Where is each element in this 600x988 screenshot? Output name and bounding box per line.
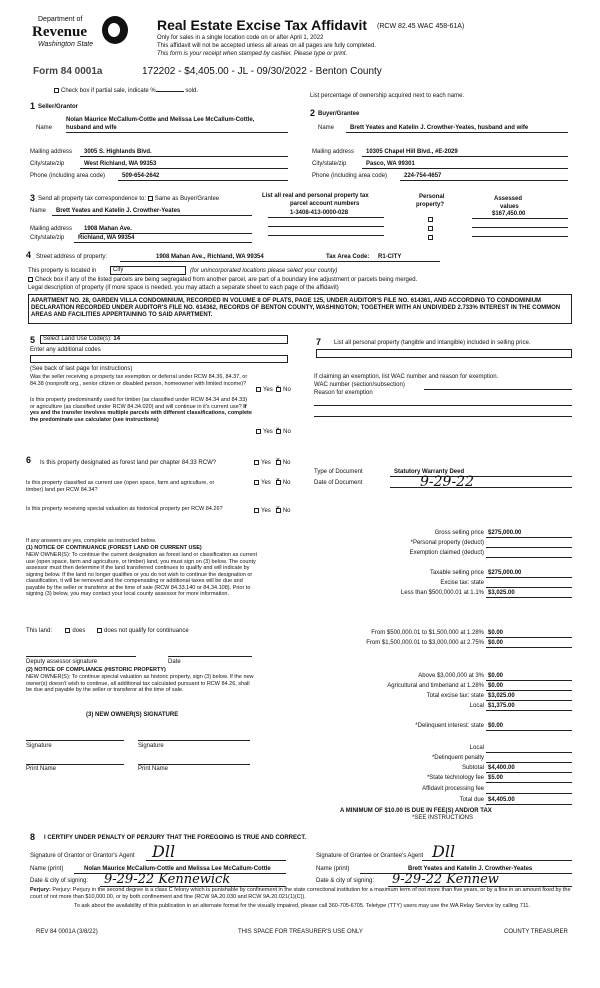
seller-city-value[interactable]: West Richland, WA 99353: [84, 161, 157, 167]
calc-label: *Delinquent interest: state: [415, 723, 484, 729]
s6-q3-answers[interactable]: Yes × No: [254, 508, 290, 515]
buyer-phone-label: Phone (including area code): [312, 173, 388, 179]
calc-label: Above $3,000,000 at 3%: [418, 673, 484, 679]
calc-value[interactable]: $0.00: [486, 683, 572, 691]
calc-value[interactable]: $1,375.00: [486, 703, 572, 711]
s5-question-2: Is this property predominantly used for timber (as classified under RCW 84.34 and 84.33) or agriculture (as classified under RCW 84.34.020) and will continue in it's current use? If yes and the transfer involves multiple parcels with different classifications, complete the predominate use calculator (see instructions): [30, 397, 252, 423]
buyer-mail-value[interactable]: 10305 Chapel Hill Blvd., #E-2029: [366, 149, 458, 155]
personal-header-1: Personal: [419, 194, 445, 200]
s6-question-2: Is this property classified as current use (open space, farm and agriculture, or timber) land per RCW 84.34?: [26, 480, 215, 493]
calc-label: Subtotal: [461, 765, 484, 771]
corr-name-value[interactable]: Brett Yeates and Katelin J. Crowther-Yeates: [56, 208, 181, 214]
personal-checkbox-3[interactable]: [428, 235, 433, 240]
logo-dept: Department of: [38, 16, 83, 23]
calc-row: [300, 755, 572, 763]
street-label: Street address of property:: [36, 254, 108, 260]
calc-label: Exemption claimed (deduct): [409, 550, 484, 556]
calc-row: [300, 723, 572, 731]
calc-value[interactable]: $0.00: [486, 723, 572, 731]
grantee-date-label: Date & city of signing:: [316, 878, 375, 884]
new-owner-sig-label-2: Signature: [138, 743, 164, 749]
street-value[interactable]: 1908 Mahan Ave., Richland, WA 99354: [156, 254, 264, 260]
located-in-label: This property is located in: [28, 268, 97, 274]
does-not-checkbox[interactable]: [97, 628, 102, 633]
grantor-signature[interactable]: Dll: [152, 842, 176, 861]
doc-type-label: Type of Document: [314, 469, 363, 475]
perjury-notice: Perjury: Perjury: Perjury in the second degree is a class C felony which is punishable by confinement in the state correctional institution for a maximum term of not more than five years, or by a fine in an amount fixed by the court of not more than $10,000.00, or by both confinement and fine (RCW 9A.20.030 and RCW 9A.20.021(1)(C)).: [30, 887, 571, 900]
calc-value[interactable]: $4,400.00: [486, 765, 572, 773]
buyer-name-value[interactable]: Brett Yeates and Katelin J. Crowther-Yeates, husband and wife: [350, 125, 529, 131]
form-number: Form 84 0001a: [33, 66, 103, 77]
s6-q2-answers[interactable]: Yes × No: [254, 480, 290, 487]
grantee-date-city[interactable]: 9-29-22 Kennew: [392, 872, 499, 887]
additional-codes-label: Enter any additional codes: [30, 347, 101, 353]
section-2-title: Buyer/Grantee: [318, 111, 360, 117]
calc-label: From $500,000.01 to $1,500,000 at 1.28%: [371, 630, 484, 636]
segregated-label: Check box if any of the listed parcels are being segregated from another parcel, are part of a boundary line adjustment or parcels being merged.: [35, 277, 418, 284]
seller-city-label: City/state/zip: [30, 161, 65, 167]
additional-codes-input[interactable]: [30, 355, 288, 363]
form-title: Real Estate Excise Tax Affidavit: [157, 17, 368, 33]
calc-value[interactable]: [486, 745, 572, 753]
calc-row: [300, 765, 572, 773]
calc-row: [300, 580, 572, 588]
calc-row: [300, 590, 572, 598]
footer-treasurer-space: THIS SPACE FOR TREASURER'S USE ONLY: [238, 929, 363, 935]
calc-row: [300, 775, 572, 783]
calc-label: Less than $500,000.01 at 1.1%: [400, 590, 484, 596]
section-1-number: 1: [30, 101, 36, 111]
calc-row: [300, 745, 572, 753]
calc-value[interactable]: $0.00: [486, 673, 572, 681]
calc-value[interactable]: [486, 550, 572, 558]
grantor-name-value[interactable]: Nolan Maurice McCallum-Cottle and Melissa Lee McCallum-Cottle: [84, 866, 271, 872]
doc-type-value[interactable]: Statutory Warranty Deed: [394, 469, 465, 475]
notice-1-title: (1) NOTICE OF CONTINUANCE (FOREST LAND OR CURRENT USE): [26, 545, 202, 551]
section-1-title: Seller/Grantor: [38, 104, 79, 110]
segregated-checkbox[interactable]: [28, 277, 33, 282]
calc-label: Total due: [459, 797, 484, 803]
calc-label: Total excise tax: state: [426, 693, 484, 699]
calc-value[interactable]: $5.00: [486, 775, 572, 783]
seller-name-2: husband and wife: [66, 125, 117, 131]
corr-mail-label: Mailing address: [30, 226, 73, 232]
calc-row: [300, 530, 572, 538]
legal-description[interactable]: APARTMENT NO. 28, GARDEN VILLA CONDOMINIUM, RECORDED IN VOLUME 8 OF PLATS, PAGE 125, UNDER AUDITOR'S FILE NO. 614361, AND ACCORDING TO CONDOMINIUM DECLARATION RECORDED UNDER AUDITOR'S FILE NO. 614362, RECORDS OF BENTON COUNTY, WASHINGTON; TOGETHER WITH AN UNDIVIDED 2.733% INTEREST IN THE COMMON AREAS AND FACILITIES APPERTAINING TO SAID APARTMENT.: [28, 294, 572, 324]
personal-property-label: List all personal property (tangible and intangible) included in selling price.: [334, 340, 531, 346]
segregated-check[interactable]: [28, 277, 417, 284]
grantee-sig-label: Signature of Grantee or Grantee's Agent: [316, 853, 424, 859]
new-owner-sig-label-1: Signature: [26, 743, 52, 749]
notice-2-title: (2) NOTICE OF COMPLIANCE (HISTORIC PROPERTY): [26, 667, 166, 673]
see-back-note: (See back of last page for instructions): [30, 366, 133, 372]
notice-1-body: NEW OWNER(S): To continue the current designation as forest land or classification as current use (open space, farm and agriculture, or timber) land, you must sign on (3) below. The county assessor must then determine if the land transferred continues to qualify and will indicate by signing below. If the land no longer qualifies or you do not wish to continue the designation or classification, it will be removed and the compensating or additional taxes will be due and payable by the seller or transferor at the time of sale (RCW 84.33.140 or 84.34.108). Prior to signing (3) below, you may contact your local county assessor for more information.: [26, 552, 257, 597]
seller-phone-label: Phone (including area code): [30, 173, 106, 179]
exemption-note: If claiming an exemption, list WAC number and reason for exemption.: [314, 374, 499, 380]
wac-label: WAC number (section/subsection): [314, 382, 405, 388]
grantor-date-label: Date & city of signing:: [30, 878, 89, 884]
calc-row: [300, 693, 572, 701]
grantor-date-city[interactable]: 9-29-22 Kennewick: [104, 872, 231, 887]
if-any-yes: If any answers are yes, complete as instructed below.: [26, 538, 157, 544]
sold-label: sold.: [185, 88, 199, 95]
logo-revenue: Revenue: [32, 24, 87, 40]
parcel-header-1: List all real and personal property tax: [262, 193, 369, 199]
land-use-select[interactable]: Select Land Use Code(s): 14: [40, 335, 288, 344]
buyer-name-label: Name: [318, 125, 335, 131]
buyer-phone-value[interactable]: 224-754-4657: [404, 173, 442, 179]
calc-label: Taxable selling price: [429, 570, 484, 576]
calc-value[interactable]: [486, 786, 572, 794]
calc-value[interactable]: $3,025.00: [486, 693, 572, 701]
section-6-number: 6: [26, 455, 32, 465]
s6-q1-answers[interactable]: Yes × No: [254, 460, 290, 467]
calc-label: *Delinquent penalty: [431, 755, 484, 761]
grantor-name-label: Name (print): [30, 866, 64, 872]
print-name-label-2: Print Name: [138, 766, 169, 772]
grantor-sig-label: Signature of Grantor or Grantor's Agent: [30, 853, 135, 859]
this-land-row: This land: does does not qualify for continuance: [26, 628, 189, 635]
buyer-city-value[interactable]: Pasco, WA 99301: [366, 161, 415, 167]
calc-row: [300, 630, 572, 638]
section-7-number: 7: [316, 337, 322, 347]
s6-question-1: Is this property designated as forest land per chapter 84.33 RCW?: [40, 460, 217, 466]
grantee-name-label: Name (print): [316, 866, 350, 872]
tax-area-label: Tax Area Code:: [326, 254, 370, 260]
calc-value[interactable]: $0.00: [486, 640, 572, 648]
parcel-header-2: parcel account numbers: [290, 201, 360, 207]
calc-row: [300, 570, 572, 578]
wa-seal-icon: [102, 16, 128, 44]
does-checkbox[interactable]: [65, 628, 70, 633]
seller-name-1: Nolan Maurice McCallum-Cottle and Melissa Lee McCallum-Cottle,: [66, 117, 255, 123]
corr-city-value[interactable]: Richland, WA 99354: [78, 235, 135, 241]
section-3-title: Send all property tax correspondence to: Same as Buyer/Grantee: [38, 196, 220, 203]
calc-value[interactable]: [486, 540, 572, 548]
grantee-name-value[interactable]: Brett Yeates and Katelin J. Crowther-Yeates: [408, 866, 533, 872]
calc-row: [300, 673, 572, 681]
seller-mail-value[interactable]: 3005 S. Highlands Blvd.: [84, 149, 152, 155]
section-5-number: 5: [30, 335, 36, 345]
calc-label: Gross selling price: [434, 530, 484, 536]
list-percentage-note: List percentage of ownership acquired next to each name.: [310, 93, 465, 99]
corr-city-label: City/state/zip: [30, 235, 65, 241]
corr-name-label: Name: [30, 208, 47, 214]
new-owner-sig-title: (3) NEW OWNER(S) SIGNATURE: [86, 712, 179, 718]
seller-phone-value[interactable]: 509-654-2642: [122, 173, 160, 179]
corr-mail-value[interactable]: 1908 Mahan Ave.: [84, 226, 132, 232]
calc-value[interactable]: $4,405.00: [486, 797, 572, 805]
calc-value[interactable]: [486, 580, 572, 588]
logo-state: Washington State: [38, 41, 94, 48]
section-8-number: 8: [30, 832, 36, 842]
unincorporated-note: (for unincorporated locations please select your county): [190, 268, 338, 274]
calc-value[interactable]: $275,000.00: [486, 530, 572, 538]
reason-label: Reason for exemption: [314, 390, 373, 396]
partial-sale-label: Check box if partial sale, indicate %: [61, 88, 156, 95]
dor-logo: [30, 14, 132, 60]
seller-name-label: Name: [36, 125, 53, 131]
legal-label: Legal description of property (if more space is needed, you may attach a separate sheet to each page of the affidavit): [28, 285, 339, 291]
seller-mail-label: Mailing address: [30, 149, 73, 155]
buyer-mail-label: Mailing address: [312, 149, 355, 155]
calc-row: [300, 540, 572, 548]
header-note-3: This form is your receipt when stamped by cashier. Please type or print.: [157, 51, 348, 57]
grantee-signature[interactable]: Dll: [432, 842, 456, 861]
s5-q1-answers[interactable]: Yes × No: [256, 387, 291, 394]
calc-label: From $1,500,000.01 to $3,000,000 at 2.75%: [366, 640, 484, 646]
minimum-note: A MINIMUM OF $10.00 IS DUE IN FEE(S) AND/OR TAX: [340, 808, 492, 814]
same-as-buyer-label: Same as Buyer/Grantee: [154, 196, 220, 203]
personal-header-2: property?: [416, 202, 445, 208]
calc-label: Local: [469, 745, 484, 751]
doc-date-value[interactable]: 9-29-22: [420, 474, 474, 490]
partial-sale-checkbox[interactable]: [54, 88, 59, 93]
buyer-city-label: City/state/zip: [312, 161, 347, 167]
s5-q2-answers[interactable]: Yes × No: [256, 429, 291, 436]
section-3-number: 3: [30, 193, 36, 203]
personal-property-input[interactable]: [316, 349, 572, 358]
calc-row: [300, 797, 572, 805]
assessed-header-2: values: [500, 204, 519, 210]
calc-label: *Personal property (deduct): [410, 540, 484, 546]
same-as-buyer-checkbox[interactable]: [148, 196, 153, 201]
alt-format-notice: To ask about the availability of this publication in an alternate format for the visually impaired, please call 360-705-6705. Teletype (TTY) users may use the WA Relay Service by calling 711.: [73, 903, 531, 909]
partial-sale-check[interactable]: [54, 88, 198, 95]
calc-value[interactable]: $0.00: [486, 630, 572, 638]
footer-county-treasurer: COUNTY TREASURER: [504, 929, 568, 935]
form-rcw: (RCW 82.45 WAC 458-61A): [377, 23, 465, 30]
land-use-value: 14: [113, 336, 121, 342]
parcel-number-value[interactable]: 1-3408-413-0000-028: [290, 210, 349, 216]
certify-text: I CERTIFY UNDER PENALTY OF PERJURY THAT THE FOREGOING IS TRUE AND CORRECT.: [44, 835, 307, 841]
calc-label: *State technology fee: [426, 775, 484, 781]
calc-row: [300, 640, 572, 648]
tax-area-value[interactable]: R1-CITY: [378, 254, 402, 260]
footer-rev: REV 84 0001A (3/8/22): [36, 929, 98, 935]
calc-label: Affidavit processing fee: [422, 786, 484, 792]
calc-row: [300, 703, 572, 711]
recording-stamp: 172202 - $4,405.00 - JL - 09/30/2022 - Benton County: [142, 66, 382, 77]
header-note-2: This affidavit will not be accepted unless all areas on all pages are fully completed.: [157, 43, 377, 49]
s5-question-1: Was the seller receiving a property tax exemption or deferral under RCW 84.36, 84.37, or 84.38 (nonprofit org., senior citizen or disabled person, homeowner with limited income)?: [30, 374, 248, 387]
calc-row: [300, 786, 572, 794]
header-note-1: Only for sales in a single location code on or after April 1, 2022: [157, 35, 324, 41]
calc-value[interactable]: $3,025.00: [486, 590, 572, 598]
assessed-header-1: Assessed: [494, 196, 523, 202]
calc-label: Excise tax: state: [440, 580, 484, 586]
s6-question-3: Is this property receiving special valuation as historical property per RCW 84.26?: [26, 506, 223, 512]
calc-row: [300, 550, 572, 558]
calc-label: Local: [469, 703, 484, 709]
deputy-date-label: Date: [168, 659, 181, 665]
calc-value[interactable]: [486, 755, 572, 763]
notice-2-body: NEW OWNER(S): To continue special valuation as historic property, sign (3) below. If the new owner(s) doesn't wish to continue, all additional tax calculated pursuant to RCW 84.26, shall be due and payable by the seller or transferor at the time of sale.: [26, 674, 254, 693]
print-name-label-1: Print Name: [26, 766, 57, 772]
calc-label: Agricultural and timberland at 1.28%: [387, 683, 484, 689]
calc-row: [300, 683, 572, 691]
section-4-number: 4: [26, 250, 32, 260]
deputy-sig-label: Deputy assessor signature: [26, 659, 98, 665]
calc-value[interactable]: $275,000.00: [486, 570, 572, 578]
assessed-value[interactable]: $167,450.00: [492, 211, 526, 217]
doc-date-label: Date of Document: [314, 480, 363, 486]
city-select[interactable]: City: [110, 266, 186, 275]
section-2-number: 2: [310, 108, 316, 118]
see-instructions: *SEE INSTRUCTIONS: [412, 815, 474, 821]
